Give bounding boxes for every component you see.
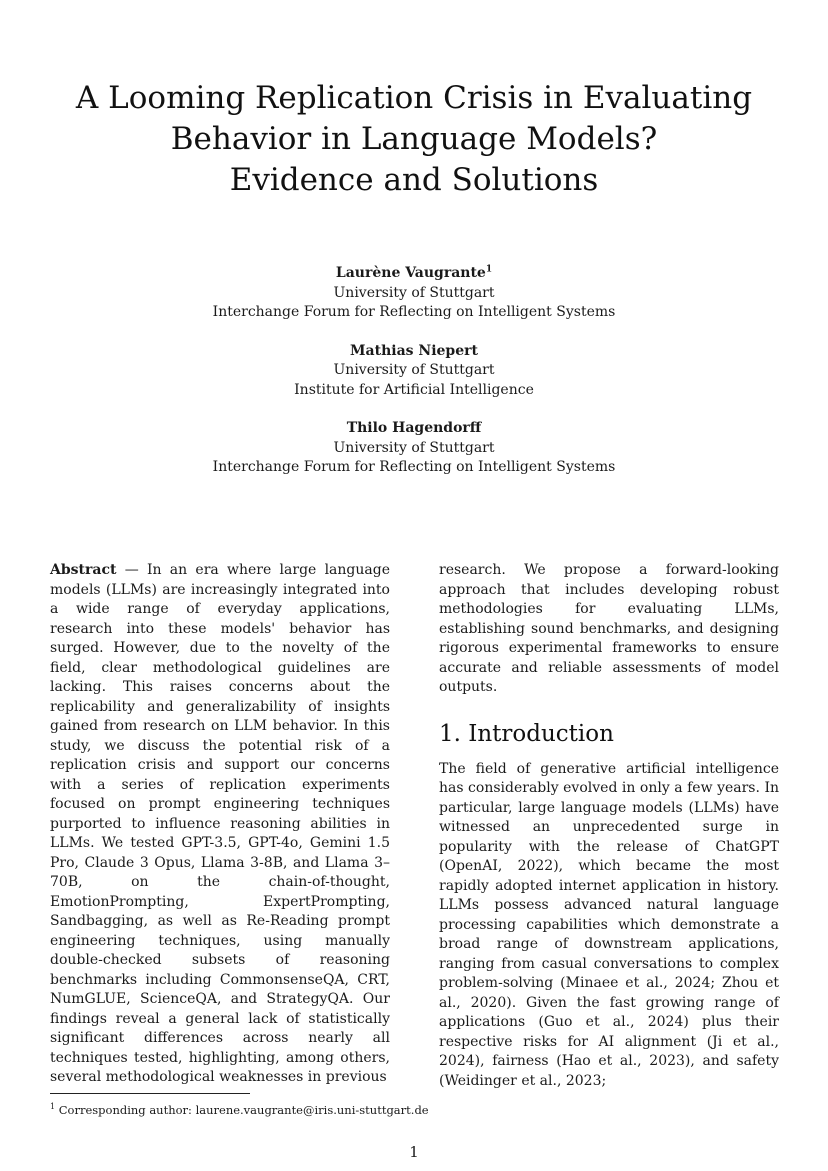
footnote bbox=[50, 1103, 429, 1118]
title-line-2: Behavior in Language Models? bbox=[170, 121, 658, 157]
footnote-text: Corresponding author: laurene.vaugrante@iris.uni-stuttgart.de bbox=[55, 1103, 429, 1117]
footnote-rule bbox=[50, 1093, 250, 1094]
paper-title bbox=[60, 78, 768, 201]
footnote-marker[interactable]: 1 bbox=[485, 264, 493, 275]
abstract-label: Abstract bbox=[50, 562, 117, 578]
author-name: Mathias Niepert bbox=[350, 342, 478, 359]
left-column bbox=[50, 561, 390, 1088]
abstract-text: — In an era where large language models (LLMs) are increasingly integrated into a wide range of everyday applications, research into these models' behavior has surged. However, due to the novelty of the field, clear methodological guidelines are lacking. This raises concerns about the replicability and generalizability of insights gained from research on LLM behavior. In this study, we discuss the potential risk of a replication crisis and support our concerns with a series of replication experiments focused on prompt engineering techniques purported to influence reasoning abilities in LLMs. We tested GPT-3.5, GPT-4o, Gemini 1.5 Pro, Claude 3 Opus, Llama 3-8B, and Llama 3–70B, on the chain-of-thought, EmotionPrompting, ExpertPrompting, Sandbagging, as well as Re-Reading prompt engineering techniques, using manually double-checked subsets of reasoning benchmarks including CommonsenseQA, CRT, NumGLUE, ScienceQA, and StrategyQA. Our findings reveal a general lack of statistically significant differences across nearly all techniques tested, highlighting, among others, several methodological weaknesses in previous bbox=[50, 562, 390, 1085]
author-affiliation: University of Stuttgart bbox=[333, 362, 495, 378]
author-1 bbox=[114, 264, 714, 323]
page-number: 1 bbox=[409, 1143, 419, 1161]
author-affiliation: Institute for Artificial Intelligence bbox=[294, 381, 534, 398]
author-affiliation: University of Stuttgart bbox=[333, 439, 495, 456]
title-line-3: Evidence and Solutions bbox=[229, 162, 599, 198]
author-3 bbox=[114, 419, 714, 478]
section-heading-introduction: 1. Introduction bbox=[439, 720, 614, 747]
author-2 bbox=[114, 342, 714, 401]
right-column bbox=[439, 561, 779, 1091]
author-affiliation: University of Stuttgart bbox=[333, 284, 495, 301]
author-name: Thilo Hagendorff bbox=[346, 420, 482, 436]
abstract-continuation: research. We propose a forward-looking approach that includes developing robust methodologies for evaluating LLMs, establishing sound benchmarks, and designing rigorous experimental frameworks to ensure accurate and reliable assessments of model outputs. bbox=[439, 562, 779, 695]
introduction-paragraph: The field of generative artificial intelligence has considerably evolved in only a few years. In particular, large language models (LLMs) have witnessed an unprecedented surge in popularity with the release of ChatGPT (OpenAI, 2022), which became the most rapidly adopted internet application in history. LLMs possess advanced natural language processing capabilities which demonstrate a broad range of downstream applications, ranging from casual conversations to complex problem-solving (Minaee et al., 2024; Zhou et al., 2020). Given the fast growing range of applications (Guo et al., 2024) plus their respective risks for AI alignment (Ji et al., 2024), fairness (Hao et al., 2023), and safety (Weidinger et al., 2023; bbox=[439, 760, 779, 1089]
abstract-paragraph bbox=[50, 561, 390, 1088]
author-affiliation: Interchange Forum for Reflecting on Intelligent Systems bbox=[212, 304, 616, 320]
author-affiliation: Interchange Forum for Reflecting on Intelligent Systems bbox=[212, 459, 616, 475]
author-name: Laurène Vaugrante bbox=[335, 265, 486, 281]
footnote-number: 1 bbox=[50, 1102, 56, 1112]
title-line-1: A Looming Replication Crisis in Evaluating bbox=[75, 80, 753, 116]
author-block bbox=[114, 264, 714, 497]
